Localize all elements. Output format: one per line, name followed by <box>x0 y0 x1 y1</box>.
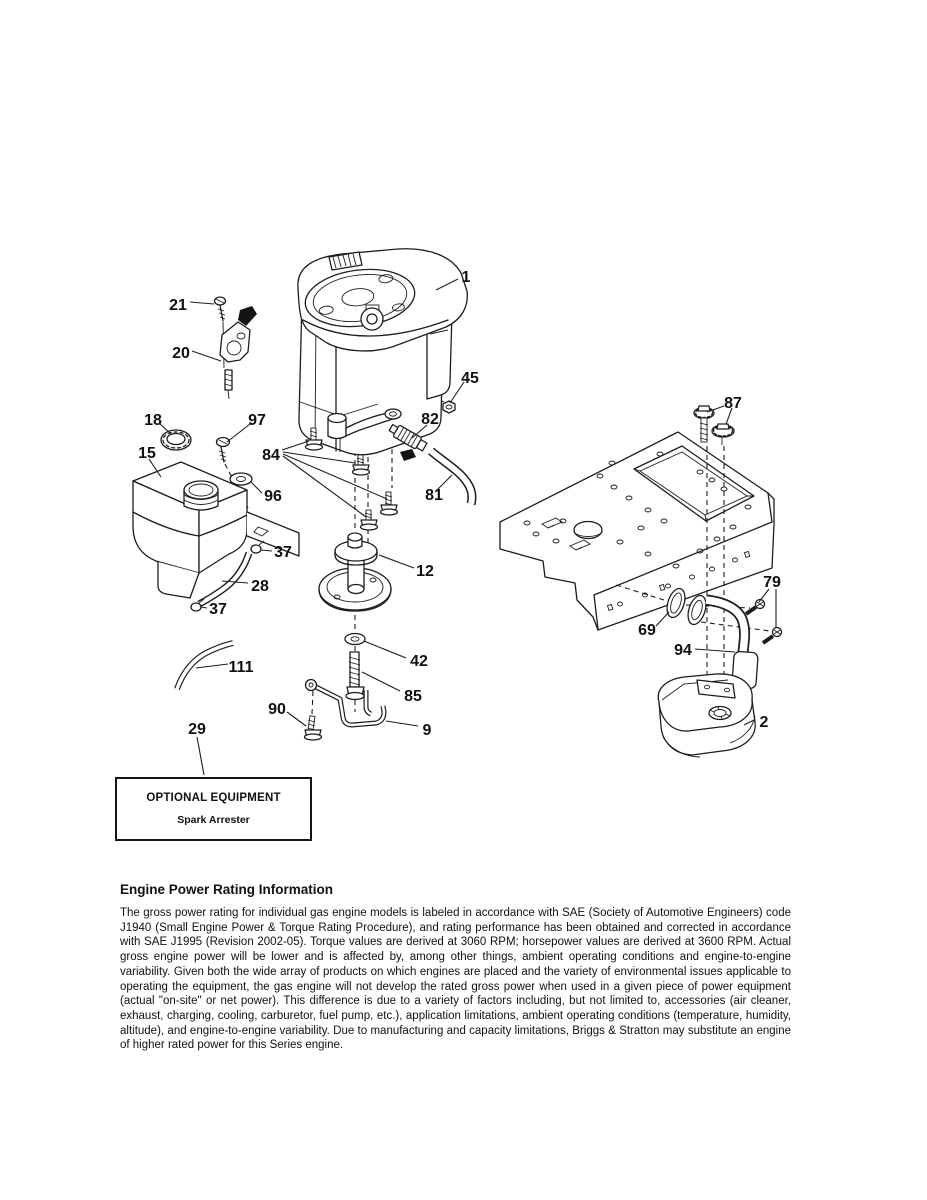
callout-42: 42 <box>410 653 428 670</box>
idler-hardware-illustration <box>305 634 385 741</box>
callout-97: 97 <box>248 412 266 429</box>
throttle-control-illustration <box>215 297 258 399</box>
callout-20: 20 <box>172 345 190 362</box>
callout-85: 85 <box>404 688 422 705</box>
callout-81: 81 <box>425 487 443 504</box>
optional-equipment-title: OPTIONAL EQUIPMENT <box>146 792 281 804</box>
callout-29: 29 <box>188 721 206 738</box>
section-body: The gross power rating for individual gas engine models is labeled in accordance with SAE (Society of Automotive Engineers) code J1940 (Small Engine Power & Torque Rating Procedure), and rating performance has been obtained and corrected in accordance with SAE J1995 (Revision 2002-05). Torque values are derived at 3060 RPM; horsepower values are derived at 3600 RPM. Actual gross engine power will be lower and is affected by, among other things, ambient operating conditions and engine-to-engine variability. Given both the wide array of products on which engines are placed and the variety of environmental issues applicable to operating the equipment, the gas engine will not develop the rated gross power when used in a given piece of power equipment (actual "on-site" or net power). This difference is due to a variety of factors including, but not limited to, accessories (air cleaner, exhaust, charging, cooling, carburetor, fuel pump, etc.), application limitations, ambient operating conditions (temperature, humidity, altitude), and engine-to-engine variability. Due to manufacturing and capacity limitations, Briggs & Stratton may substitute an engine of higher rated power for this Series engine. <box>120 907 791 1052</box>
callout-94: 94 <box>674 642 692 659</box>
frame-plate-illustration <box>500 432 774 630</box>
callout-79: 79 <box>763 574 781 591</box>
callout-82: 82 <box>421 411 439 428</box>
callout-87: 87 <box>724 395 742 412</box>
optional-equipment-item: Spark Arrester <box>177 814 250 826</box>
callout-28: 28 <box>251 578 269 595</box>
callout-37b: 37 <box>209 601 227 618</box>
callout-1: 1 <box>461 269 471 286</box>
callout-18: 18 <box>144 412 162 429</box>
pulley-illustration <box>319 533 391 611</box>
callout-69: 69 <box>638 622 656 639</box>
callout-45: 45 <box>461 370 479 387</box>
callout-96: 96 <box>264 488 282 505</box>
optional-equipment-box <box>115 777 312 841</box>
callout-111: 111 <box>228 659 254 676</box>
callout-90: 90 <box>268 701 286 718</box>
section-heading: Engine Power Rating Information <box>120 882 334 897</box>
callout-12: 12 <box>416 563 434 580</box>
engine-power-rating-section <box>120 882 791 1053</box>
callout-37a: 37 <box>274 544 292 561</box>
callout-2: 2 <box>759 714 769 731</box>
callout-84: 84 <box>262 447 280 464</box>
callout-15: 15 <box>138 445 156 462</box>
engine-illustration <box>298 249 467 455</box>
callout-9: 9 <box>422 722 432 739</box>
callout-21: 21 <box>169 297 187 314</box>
